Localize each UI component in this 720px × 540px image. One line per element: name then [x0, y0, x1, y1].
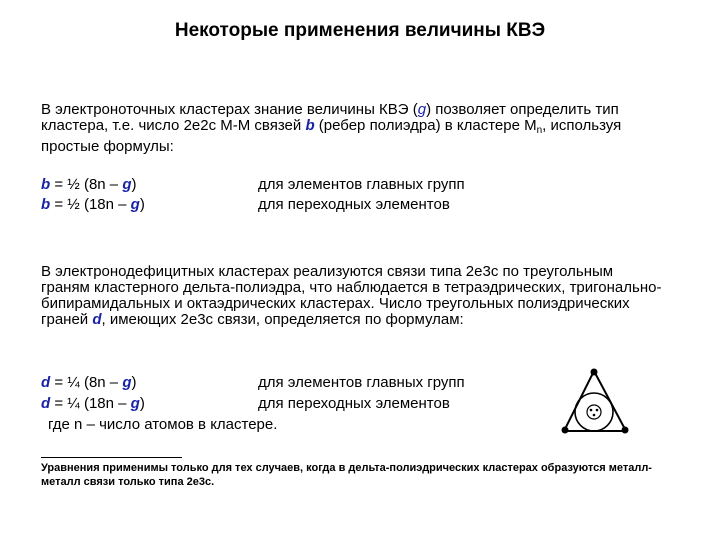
cluster-dot [596, 409, 599, 412]
formula-lhs: d [41, 374, 51, 391]
formula-b-main-group [41, 176, 136, 193]
cluster-atom-left [562, 427, 569, 434]
para1-text-d: , используя простые формулы: [41, 117, 622, 155]
para1-sub-n: n [536, 125, 543, 136]
formula-d-transition-desc: для переходных элементов [258, 395, 450, 412]
cluster-atom-top [591, 369, 598, 376]
formula-d-transition [41, 395, 145, 412]
formula-d-main-group-desc: для элементов главных групп [258, 374, 465, 391]
paragraph-electron-deficient [41, 264, 666, 328]
tetrahedral-cluster-diagram [558, 367, 638, 439]
formula-b-main-group-desc: для элементов главных групп [258, 176, 465, 193]
formula-body: = ½ (18n – [50, 196, 131, 213]
formula-var-g: g [130, 395, 140, 412]
formula-var-g: g [122, 176, 132, 193]
formula-var-g: g [122, 374, 132, 391]
formula-close: ) [139, 196, 145, 213]
formula-body: = ½ (8n – [50, 176, 123, 193]
para2-var-d: d [92, 311, 102, 328]
formula-var-g: g [130, 196, 140, 213]
formula-close: ) [139, 395, 145, 412]
para1-var-g: g [417, 101, 427, 118]
cluster-atom-right [622, 427, 629, 434]
formula-close: ) [131, 176, 137, 193]
paragraph-electron-precise [41, 102, 681, 155]
slide-title: Некоторые применения величины КВЭ [174, 20, 546, 41]
cluster-circle [575, 393, 613, 431]
footnote: Уравнения применимы только для тех случаев, когда в дельта-полиэдрических кластерах образуются металл-металл связи только типа 2е3с. [41, 462, 652, 488]
cluster-dot [593, 414, 596, 417]
cluster-dot [590, 409, 593, 412]
cluster-center-ring [587, 405, 601, 419]
para2-text-a: В электронодефицитных кластерах реализуются связи типа 2е3с по треугольным граням кластерного дельта-полиэдра, что наблюдается в тетраэдрических, тригонально-бипирамидальных и октаэдрических кластерах. Число треугольных полиэдрических граней [41, 263, 662, 328]
formula-body: = ¼ (18n – [50, 395, 131, 412]
formula-lhs: b [41, 176, 51, 193]
para2-text-b: , имеющих 2е3с связи, определяется по формулам: [101, 311, 464, 328]
where-note: где n – число атомов в кластере. [48, 416, 278, 433]
formula-body: = ¼ (8n – [50, 374, 123, 391]
formula-d-main-group [41, 374, 136, 391]
para1-var-b: b [305, 117, 315, 134]
formula-lhs: d [41, 395, 51, 412]
formula-lhs: b [41, 196, 51, 213]
footnote-divider [41, 457, 182, 458]
formula-close: ) [131, 374, 137, 391]
para1-text-a: В электроноточных кластерах знание величины КВЭ ( [41, 101, 418, 118]
cluster-triangle [564, 371, 626, 431]
formula-b-transition [41, 196, 145, 213]
formula-b-transition-desc: для переходных элементов [258, 196, 450, 213]
para1-text-b: ) позволяет определить тип кластера, т.е. число 2е2с М-М связей [41, 101, 619, 134]
para1-text-c: (ребер полиэдра) в кластере M [314, 117, 537, 134]
